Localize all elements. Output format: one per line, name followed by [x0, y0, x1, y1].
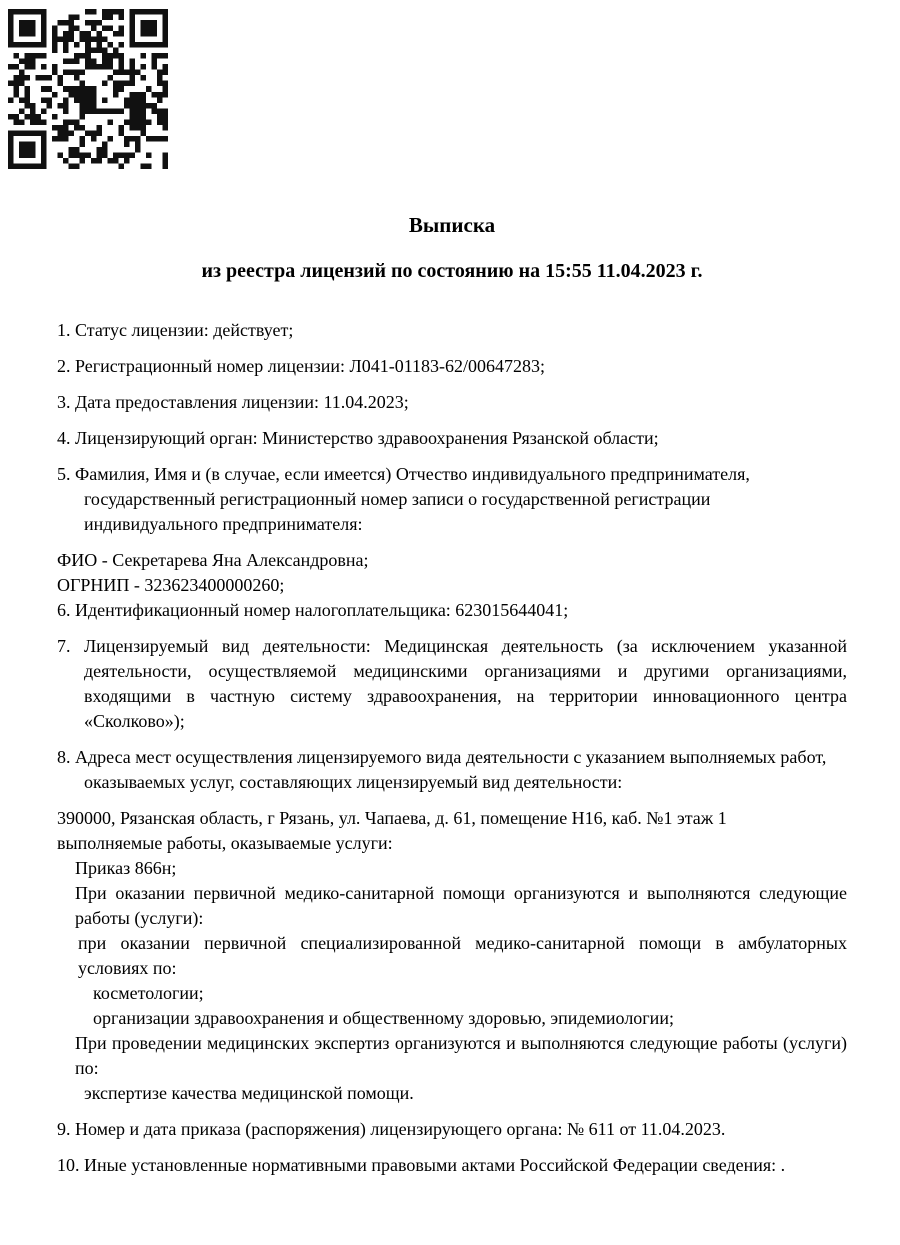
fio-line: ФИО - Секретарева Яна Александровна; — [57, 550, 369, 570]
quality-expertise-line: экспертизе качества медицинской помощи. — [84, 1083, 414, 1103]
expertise-line: При проведении медицинских экспертиз организуются и выполняются следующие работы (услуги) по: — [75, 1033, 847, 1078]
inn-line: 6. Идентификационный номер налогоплательщика: 623015644041; — [57, 600, 569, 620]
specialized-care-line: при оказании первичной специализированной медико-санитарной помощи в амбулаторных условиях по: — [78, 933, 847, 978]
cosmetology-line: косметологии; — [93, 983, 204, 1003]
document-title: Выписка — [408, 213, 496, 237]
registration-number: 2. Регистрационный номер лицензии: Л041-01183-62/00647283; — [57, 356, 546, 376]
entrepreneur-heading: 5. Фамилия, Имя и (в случае, если имеется) Отчество индивидуального предпринимателя, государственный регистрационный номер записи о государственной регистрации индивидуального предпринимателя: — [57, 464, 750, 534]
qr-code-image — [8, 8, 168, 170]
primary-care-line: При оказании первичной медико-санитарной помощи организуются и выполняются следующие работы (услуги): — [75, 883, 847, 928]
prikaz-line: Приказ 866н; — [75, 858, 177, 878]
other-info-line: 10. Иные установленные нормативными правовыми актами Российской Федерации сведения: . — [57, 1155, 786, 1175]
licensing-authority: 4. Лицензирующий орган: Министерство здравоохранения Рязанской области; — [57, 428, 659, 448]
health-org-line: организации здравоохранения и общественному здоровью, эпидемиологии; — [93, 1008, 674, 1028]
address-line: 390000, Рязанская область, г Рязань, ул. Чапаева, д. 61, помещение Н16, каб. №1 этаж 1 — [57, 808, 727, 828]
works-services-line: выполняемые работы, оказываемые услуги: — [57, 833, 393, 853]
document-content — [57, 212, 847, 1189]
licensed-activity: 7. Лицензируемый вид деятельности: Медицинская деятельность (за исключением указанной деятельности, осуществляемой медицинскими организациями и другими организациями, входящими в частную систему здравоохранения, на территории инновационного центра «Сколково»); — [57, 636, 847, 731]
grant-date: 3. Дата предоставления лицензии: 11.04.2023; — [57, 392, 409, 412]
license-status: 1. Статус лицензии: действует; — [57, 320, 294, 340]
document-subtitle: из реестра лицензий по состоянию на 15:55 11.04.2023 г. — [201, 260, 703, 282]
addresses-heading: 8. Адреса мест осуществления лицензируемого вида деятельности с указанием выполняемых работ, оказываемых услуг, составляющих лицензируемый вид деятельности: — [57, 747, 827, 792]
order-line: 9. Номер и дата приказа (распоряжения) лицензирующего органа: № 611 от 11.04.2023. — [57, 1119, 726, 1139]
ogrnip-line: ОГРНИП - 323623400000260; — [57, 575, 285, 595]
qr-code — [8, 8, 168, 170]
